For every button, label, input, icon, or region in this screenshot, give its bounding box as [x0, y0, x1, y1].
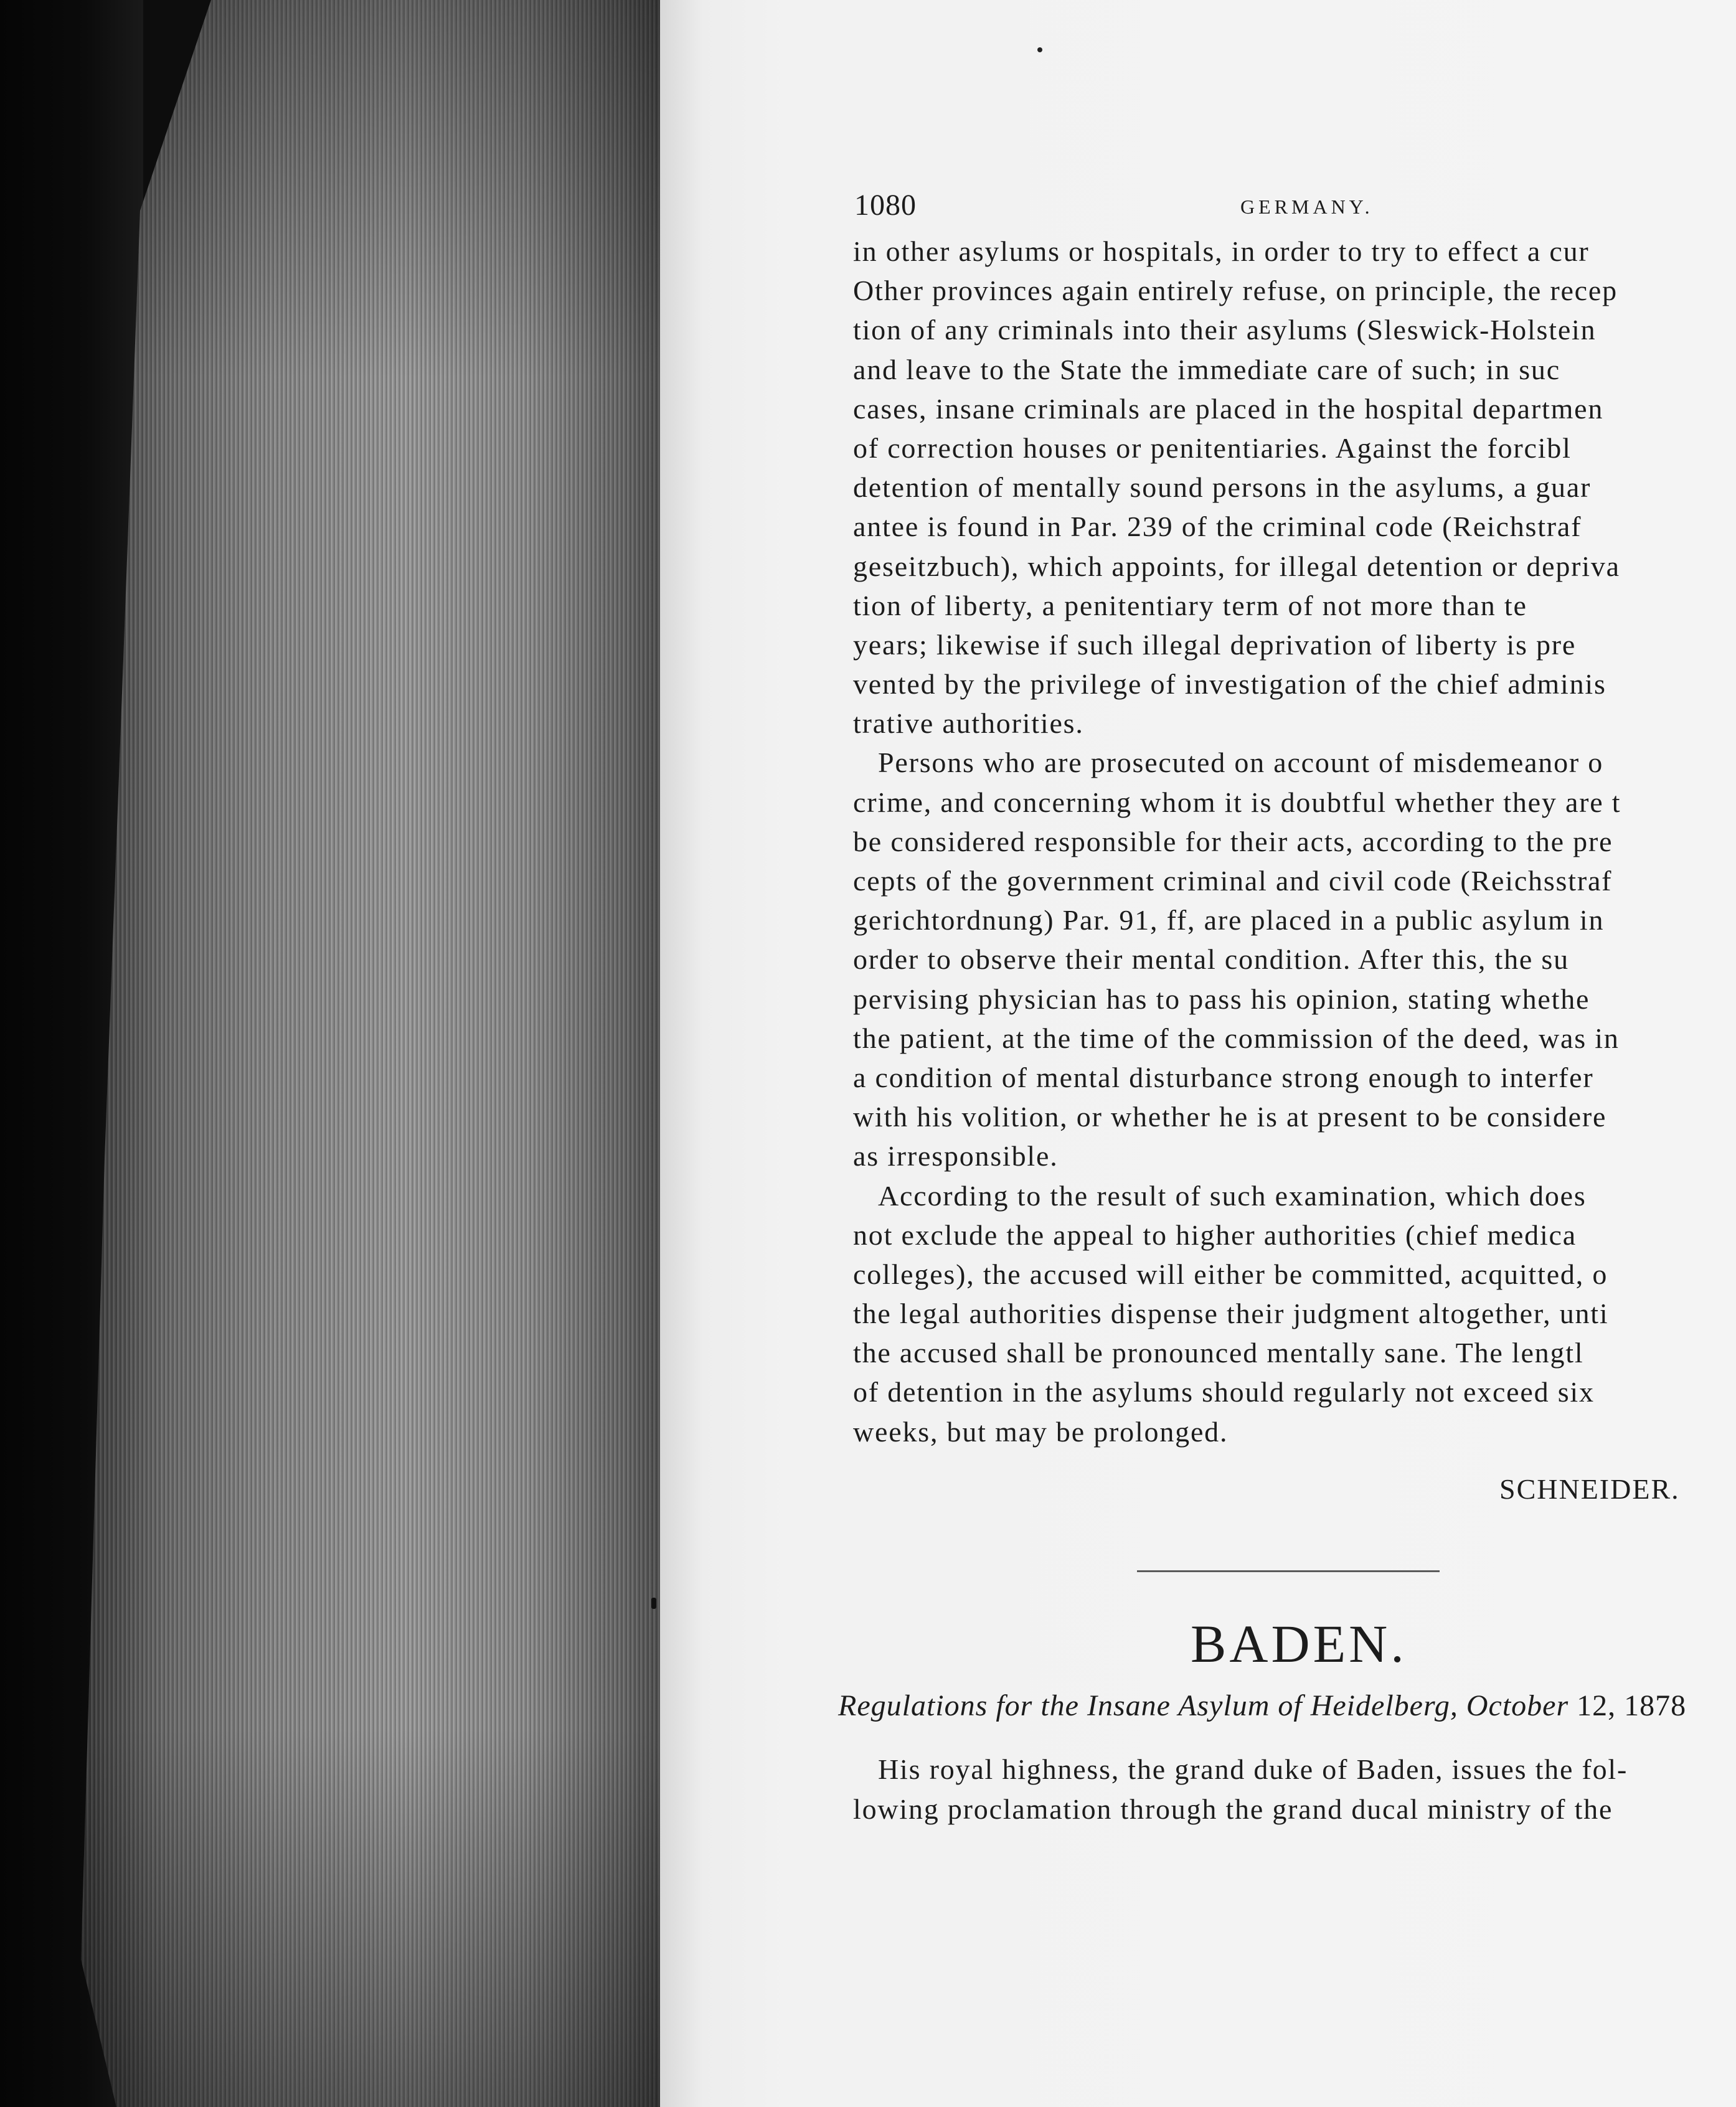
text-line: of correction houses or penitentiaries. Against the forcibl: [853, 431, 1572, 464]
text-line: According to the result of such examination, which does: [878, 1179, 1587, 1212]
page-header: [834, 181, 1736, 230]
text-line: cases, insane criminals are placed in the hospital departmen: [853, 392, 1604, 425]
text-line: cepts of the government criminal and civil code (Reichsstraf: [853, 865, 1613, 897]
text-line: with his volition, or whether he is at present to be considere: [853, 1101, 1607, 1133]
page-content: [834, 181, 1736, 1451]
text-line: the accused shall be pronounced mentally sane. The lengtl: [853, 1337, 1584, 1369]
text-line: gerichtordnung) Par. 91, ff, are placed in a public asylum in: [853, 904, 1605, 936]
text-line: antee is found in Par. 239 of the criminal code (Reichstraf: [853, 511, 1582, 543]
ink-speck: [1037, 47, 1042, 52]
page-number: 1080: [854, 189, 917, 222]
text-line: geseitzbuch), which appoints, for illegal detention or depriva: [853, 550, 1620, 582]
section-title: BADEN.: [1191, 1614, 1407, 1674]
body-text: [834, 232, 1736, 1451]
text-line: be considered responsible for their acts, according to the pre: [853, 825, 1613, 857]
book-page-edges: [81, 0, 672, 2107]
text-line: of detention in the asylums should regularly not exceed six: [853, 1376, 1595, 1408]
text-line: years; likewise if such illegal deprivation of liberty is pre: [853, 628, 1577, 661]
subtitle-date: 12, 1878: [1577, 1689, 1687, 1722]
section-subtitle: [838, 1689, 1686, 1723]
text-line: His royal highness, the grand duke of Baden, issues the fol-: [878, 1753, 1628, 1785]
text-line: as irresponsible.: [853, 1140, 1059, 1172]
section-body: [834, 1750, 1736, 1829]
author-signature: SCHNEIDER.: [1499, 1473, 1680, 1505]
text-line: colleges), the accused will either be committed, acquitted, o: [853, 1258, 1608, 1290]
text-line: tion of liberty, a penitentiary term of not more than te: [853, 589, 1527, 621]
text-line: not exclude the appeal to higher authorities (chief medica: [853, 1218, 1577, 1251]
text-line: trative authorities.: [853, 707, 1084, 740]
subtitle-italic: Regulations for the Insane Asylum of Heidelberg, October: [838, 1689, 1569, 1722]
ink-speck: [651, 1598, 656, 1609]
text-line: in other asylums or hospitals, in order to try to effect a cur: [853, 235, 1590, 267]
text-line: order to observe their mental condition. After this, the su: [853, 943, 1569, 976]
text-line: the patient, at the time of the commission of the deed, was in: [853, 1022, 1620, 1054]
section-divider: [1137, 1570, 1440, 1572]
text-line: a condition of mental disturbance strong enough to interfer: [853, 1061, 1594, 1093]
text-line: tion of any criminals into their asylums (Sleswick-Holstein: [853, 314, 1597, 346]
text-line: and leave to the State the immediate care of such; in suc: [853, 353, 1560, 385]
text-line: the legal authorities dispense their judgment altogether, unti: [853, 1298, 1609, 1330]
text-line: lowing proclamation through the grand ducal ministry of the: [853, 1793, 1613, 1825]
text-line: pervising physician has to pass his opinion, stating whethe: [853, 983, 1590, 1015]
text-line: crime, and concerning whom it is doubtful whether they are t: [853, 786, 1621, 818]
text-line: vented by the privilege of investigation of the chief adminis: [853, 668, 1606, 700]
text-line: detention of mentally sound persons in the asylums, a guar: [853, 471, 1592, 504]
text-line: Other provinces again entirely refuse, on principle, the recep: [853, 275, 1618, 307]
text-line: weeks, but may be prolonged.: [853, 1415, 1229, 1448]
running-head: GERMANY.: [1240, 196, 1374, 218]
text-line: Persons who are prosecuted on account of misdemeanor o: [878, 747, 1604, 779]
